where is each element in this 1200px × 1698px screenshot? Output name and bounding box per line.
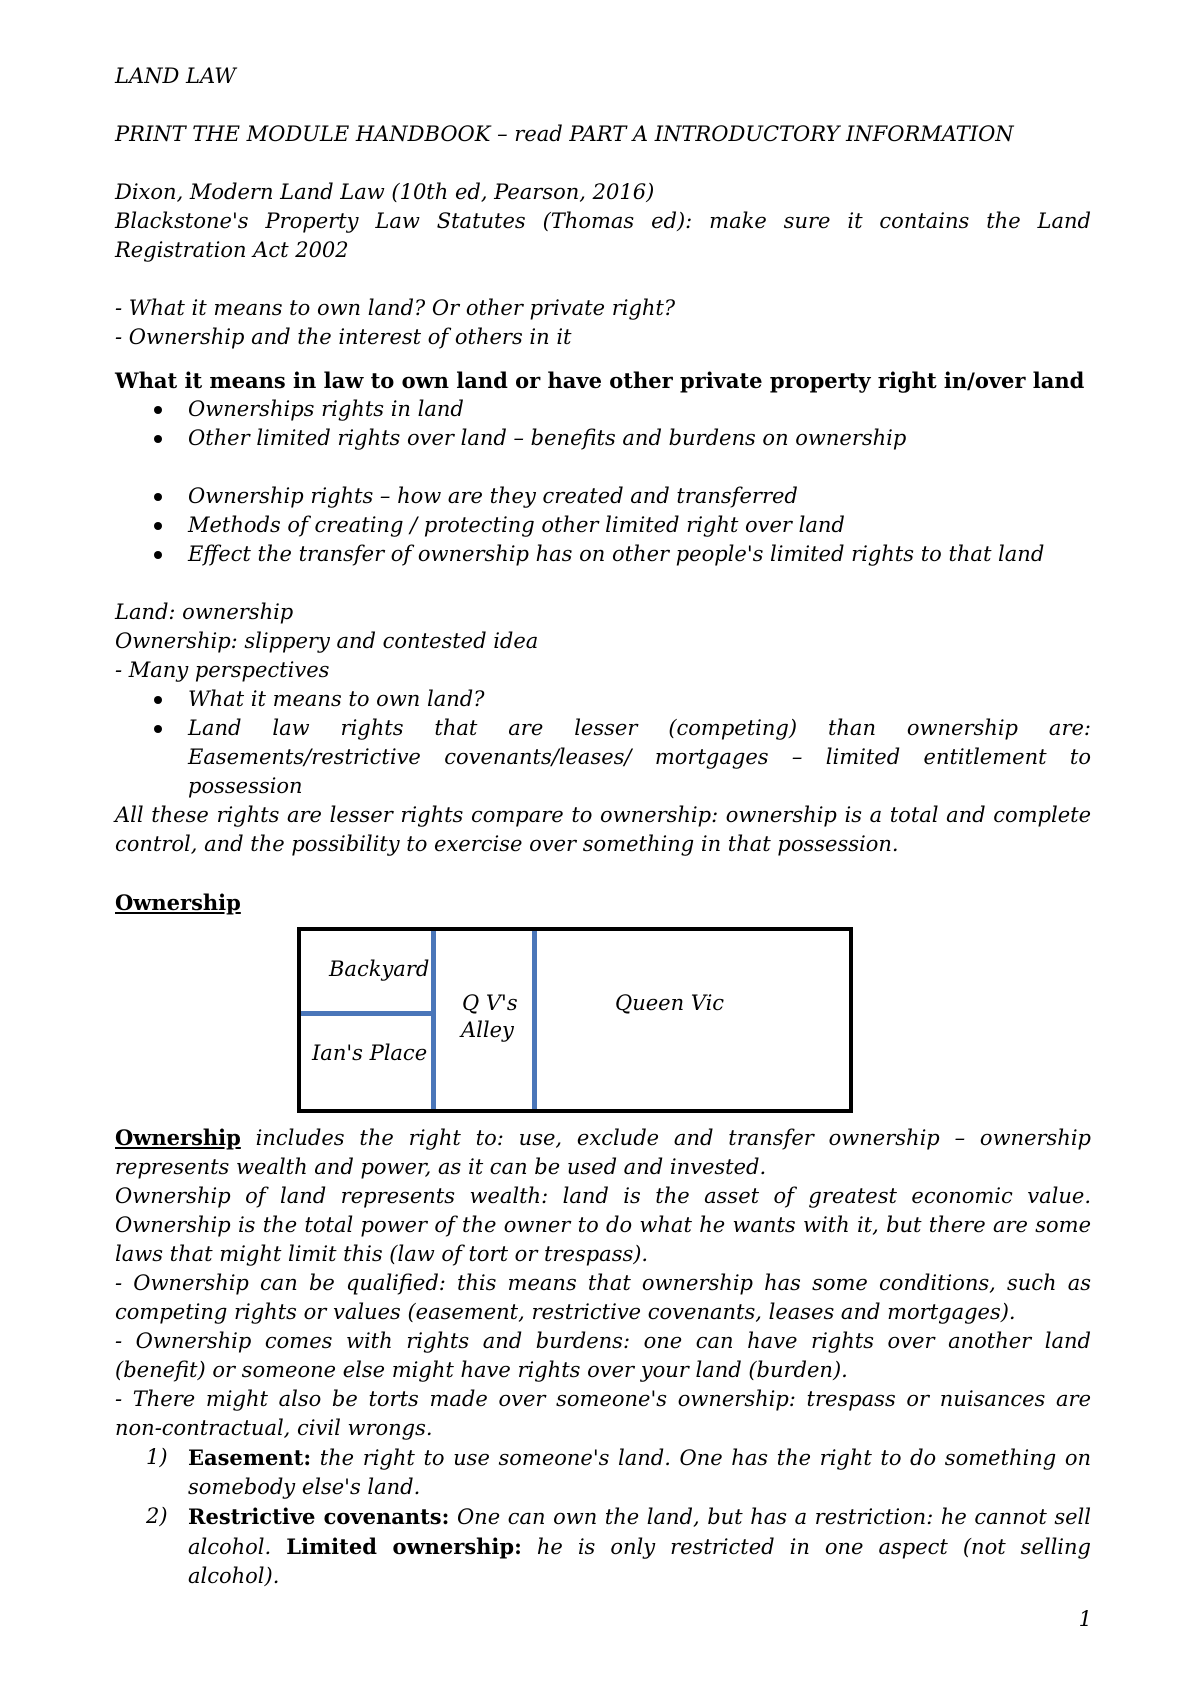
list-item: Ownership rights – how are they created and transferred xyxy=(188,482,1091,511)
reference-blackstone: Blackstone's Property Law Statutes (Thomas ed): make sure it contains the Land Registration Act 2002 xyxy=(115,209,1091,262)
ownership-idea-line: Ownership: slippery and contested idea xyxy=(115,629,539,653)
numbered-list xyxy=(115,1443,1091,1591)
reference-dixon: Dixon, Modern Land Law (10th ed, Pearson, 2016) xyxy=(115,180,655,204)
bullet-list xyxy=(115,685,1091,801)
question-line: - What it means to own land? Or other private right? xyxy=(115,296,676,320)
queen-vic-label: Queen Vic xyxy=(615,991,725,1015)
limited-ownership-term: Limited ownership: xyxy=(286,1534,522,1559)
body-paragraph: - Ownership comes with rights and burdens: one can have rights over another land (benefit) or someone else might have rights over your land (burden). xyxy=(115,1329,1091,1382)
ownership-heading: Ownership xyxy=(115,890,241,915)
list-item: Ownerships rights in land xyxy=(188,395,1091,424)
list-item: Other limited rights over land – benefits and burdens on ownership xyxy=(188,424,1091,453)
boundary-line xyxy=(431,931,436,1109)
list-item: Methods of creating / protecting other limited right over land xyxy=(188,511,1091,540)
body-paragraph: Ownership of land represents wealth: land is the asset of greatest economic value. Ownership is the total power of the owner to do what he wants with it, but there are some laws that might limit this (law of tort or trespass). xyxy=(115,1184,1091,1266)
list-item: Land law rights that are lesser (competing) than ownership are: Easements/restrictive covenants/leases/ mortgages – limited entitlement to possession xyxy=(188,714,1091,801)
backyard-label: Backyard xyxy=(329,957,430,981)
ownership-definition: Ownership includes the right to: use, exclude and transfer ownership – ownership represents wealth and power, as it can be used and invested. xyxy=(115,1125,1091,1179)
alley-label: Alley xyxy=(461,1018,514,1042)
bullet-list xyxy=(115,482,1091,569)
body-paragraph: - Ownership can be qualified: this means that ownership has some conditions, such as competing rights or values (easement, restrictive covenants, leases and mortgages). xyxy=(115,1271,1091,1324)
page-number: 1 xyxy=(1078,1607,1092,1631)
handbook-instruction: PRINT THE MODULE HANDBOOK – read PART A INTRODUCTORY INFORMATION xyxy=(115,122,1014,146)
boundary-line xyxy=(301,1011,434,1016)
perspectives-line: - Many perspectives xyxy=(115,658,330,682)
summary-paragraph: All these rights are lesser rights compare to ownership: ownership is a total and complete control, and the possibility to exercise over something in that possession. xyxy=(115,803,1091,856)
property-diagram xyxy=(297,927,853,1113)
boundary-line xyxy=(532,931,537,1109)
body-paragraph: - There might also be torts made over someone's ownership: trespass or nuisances are non-contractual, civil wrongs. xyxy=(115,1387,1091,1440)
document-page xyxy=(115,62,1091,1591)
alley-label: Q V's xyxy=(462,991,518,1015)
ians-place-label: Ian's Place xyxy=(312,1041,428,1065)
ownership-term: Ownership xyxy=(115,1125,241,1150)
bullet-list xyxy=(115,395,1091,453)
list-item: Effect the transfer of ownership has on other people's limited rights to that land xyxy=(188,540,1091,569)
section-heading: What it means in law to own land or have other private property right in/over land xyxy=(115,368,1085,393)
question-line: - Ownership and the interest of others in it xyxy=(115,325,572,349)
list-item: 2) Restrictive covenants: One can own the land, but has a restriction: he cannot sell alcohol. Limited ownership: he is only restricted in one aspect (not selling alcohol). xyxy=(146,1504,1091,1588)
land-ownership-line: Land: ownership xyxy=(115,600,294,624)
easement-term: Easement: xyxy=(188,1445,312,1470)
list-item: What it means to own land? xyxy=(188,685,1091,714)
list-item: 1) Easement: the right to use someone's land. One has the right to do something on somebody else's land. xyxy=(146,1445,1091,1499)
doc-title: LAND LAW xyxy=(115,64,236,88)
restrictive-covenants-term: Restrictive covenants: xyxy=(188,1504,450,1529)
